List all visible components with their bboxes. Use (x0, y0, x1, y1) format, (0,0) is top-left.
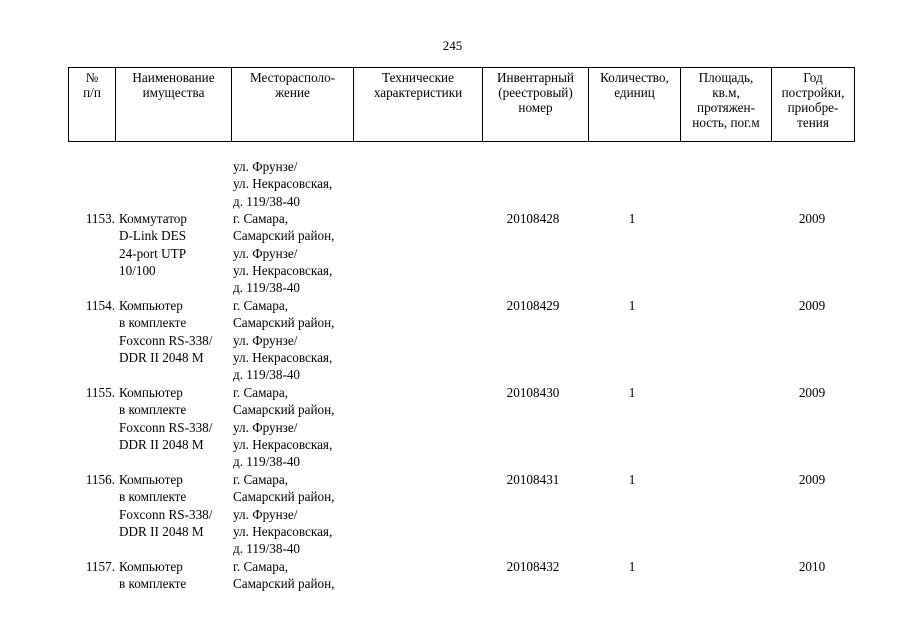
quantity-cell: 1 (628, 385, 636, 400)
header-cell-inventory (483, 68, 589, 142)
inventory-cell: 20108431 (506, 472, 560, 487)
inventory-cell: 20108432 (506, 559, 560, 574)
header-cell-location (232, 68, 354, 142)
continuation-row (68, 158, 854, 210)
header-cell-area (681, 68, 772, 142)
inventory-cell: 20108428 (506, 211, 560, 226)
header-cell-number (69, 68, 116, 142)
page-number: 245 (442, 38, 463, 53)
name-cell: Компьютер в комплекте (119, 559, 187, 592)
header-label: Площадь, кв.м, протяжен- ность, пог.м (692, 70, 760, 130)
name-cell: Компьютер в комплекте Foxconn RS-338/ DDR II 2048 M (119, 385, 213, 452)
number-cell: 1153. (85, 211, 115, 226)
quantity-cell: 1 (628, 298, 636, 313)
quantity-cell: 1 (628, 472, 636, 487)
number-cell: 1155. (85, 385, 115, 400)
header-label: Наименование имущества (132, 70, 215, 100)
location-cell: г. Самара, Самарский район, ул. Фрунзе/ ул. Некрасовская, д. 119/38-40 (233, 385, 335, 470)
header-cell-quantity (589, 68, 681, 142)
inventory-cell: 20108430 (506, 385, 560, 400)
table-row (68, 210, 854, 297)
header-cell-specs (354, 68, 483, 142)
location-cell: г. Самара, Самарский район, (233, 559, 335, 592)
header-label: Количество, единиц (600, 70, 669, 100)
header-cell-name (116, 68, 232, 142)
location-cell: г. Самара, Самарский район, ул. Фрунзе/ ул. Некрасовская, д. 119/38-40 (233, 298, 335, 383)
year-cell: 2009 (798, 385, 826, 400)
location-cell: ул. Фрунзе/ ул. Некрасовская, д. 119/38-40 (233, 159, 333, 209)
year-cell: 2009 (798, 211, 826, 226)
quantity-cell: 1 (628, 559, 636, 574)
inventory-cell: 20108429 (506, 298, 560, 313)
table-row (68, 297, 854, 384)
number-cell: 1157. (85, 559, 115, 574)
header-label: Технические характеристики (373, 70, 463, 100)
table-row (68, 471, 854, 558)
location-cell: г. Самара, Самарский район, ул. Фрунзе/ ул. Некрасовская, д. 119/38-40 (233, 472, 335, 557)
year-cell: 2009 (798, 298, 826, 313)
number-cell: 1154. (85, 298, 115, 313)
year-cell: 2010 (798, 559, 826, 574)
name-cell: Компьютер в комплекте Foxconn RS-338/ DDR II 2048 M (119, 298, 213, 365)
header-label: Инвентарный (реестровый) номер (497, 70, 574, 115)
number-cell: 1156. (85, 472, 115, 487)
quantity-cell: 1 (628, 211, 636, 226)
header-label: № п/п (83, 70, 101, 100)
year-cell: 2009 (798, 472, 826, 487)
table-header (68, 67, 855, 142)
table-row (68, 384, 854, 471)
header-cell-year (772, 68, 855, 142)
name-cell: Коммутатор D-Link DES 24-port UTP 10/100 (119, 211, 187, 278)
table-row (68, 558, 854, 598)
name-cell: Компьютер в комплекте Foxconn RS-338/ DDR II 2048 M (119, 472, 213, 539)
header-label: Год постройки, приобре- тения (781, 70, 845, 130)
location-cell: г. Самара, Самарский район, ул. Фрунзе/ ул. Некрасовская, д. 119/38-40 (233, 211, 335, 296)
table-body (68, 158, 854, 598)
header-label: Месторасполо- жение (249, 70, 336, 100)
